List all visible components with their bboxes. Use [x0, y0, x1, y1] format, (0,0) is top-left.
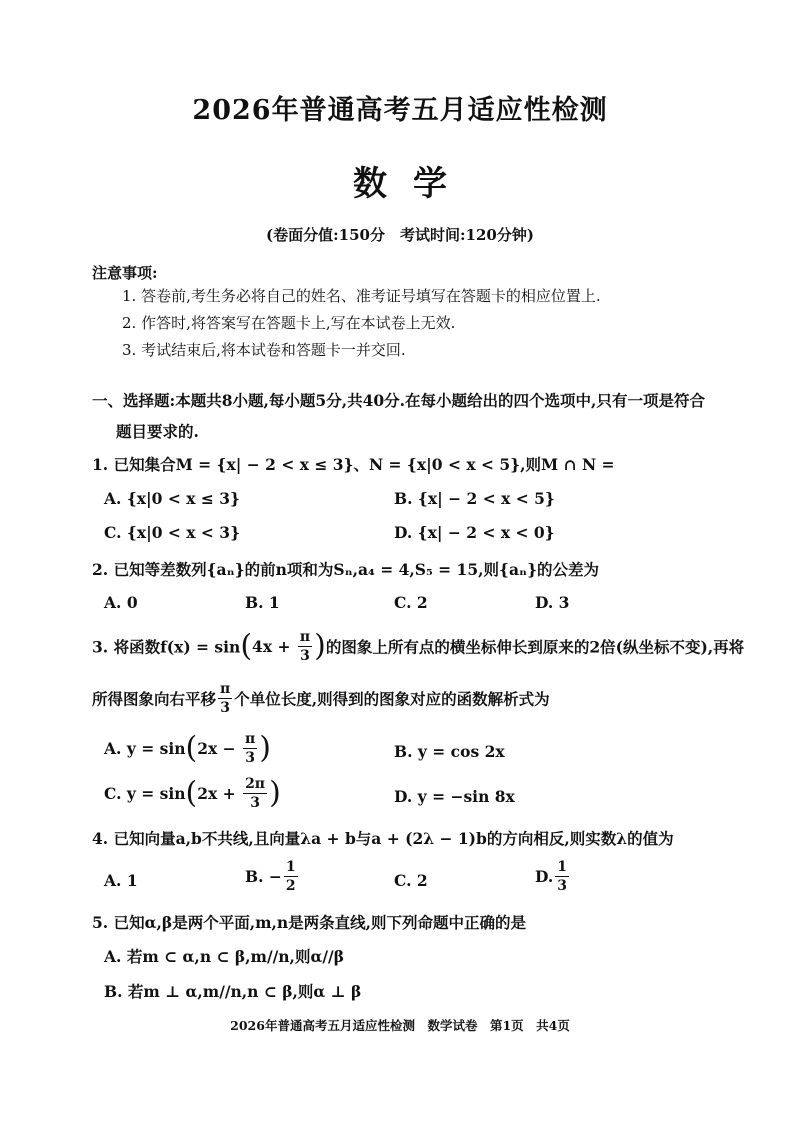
- question-1-stem: 1. 已知集合M = {x| − 2 < x ≤ 3}、N = {x|0 < x < 5},则M ∩ N =: [92, 455, 615, 474]
- q2-option-a: A. 0: [104, 593, 138, 612]
- page-footer: 2026年普通高考五月适应性检测 数学试卷 第1页 共4页: [230, 1018, 570, 1033]
- section-heading: 一、选择题:本题共8小题,每小题5分,共40分.在每小题给出的四个选项中,只有一项是符合: [92, 391, 705, 410]
- q1-option-b: B. {x| − 2 < x < 5}: [394, 489, 555, 508]
- q3-option-b: B. y = cos 2x: [394, 742, 505, 761]
- q1-option-c: C. {x|0 < x < 3}: [104, 523, 241, 542]
- q1-option-d: D. {x| − 2 < x < 0}: [394, 523, 555, 542]
- subject-title: 数学: [353, 164, 473, 204]
- note-item: 2. 作答时,将答案写在答题卡上,写在本试卷上无效.: [122, 314, 456, 332]
- note-item: 3. 考试结束后,将本试卷和答题卡一并交回.: [122, 341, 406, 359]
- question-2-stem: 2. 已知等差数列{aₙ}的前n项和为Sₙ,a₄ = 4,S₅ = 15,则{aₙ}的公差为: [92, 560, 600, 579]
- q3-option-c: C. y = sin(2x + $\frac{2\pi}{3}$ ): [104, 775, 281, 811]
- note-item: 1. 答卷前,考生务必将自己的姓名、准考证号填写在答题卡的相应位置上.: [122, 287, 601, 305]
- q3-option-d: D. y = −sin 8x: [394, 787, 515, 806]
- notes-heading: 注意事项:: [92, 264, 158, 282]
- exam-meta: (卷面分值:150分 考试时间:120分钟): [266, 226, 534, 244]
- q2-option-d: D. 3: [535, 593, 570, 612]
- q2-option-b: B. 1: [245, 593, 280, 612]
- q3-option-a: A. y = sin(2x − $\frac{\pi}{3}$ ): [104, 730, 271, 766]
- exam-title: 2026年普通高考五月适应性检测: [192, 95, 608, 126]
- q1-option-a: A. {x|0 < x ≤ 3}: [104, 489, 241, 508]
- q4-option-c: C. 2: [394, 871, 428, 890]
- question-3-line2: 所得图象向右平移 $\frac{\pi}{3}$ 个单位长度,则得到的图象对应的函数解析式为: [92, 681, 550, 716]
- q4-option-a: A. 1: [104, 871, 138, 890]
- question-3-stem: 3. 将函数f(x) = sin(4x + $\frac{\pi}{3}$ )的图象上所有点的横坐标伸长到原来的2倍(纵坐标不变),再将: [92, 628, 745, 664]
- q2-option-c: C. 2: [394, 593, 428, 612]
- q5-option-b: B. 若m ⊥ α,m//n,n ⊂ β,则α ⊥ β: [104, 982, 362, 1001]
- q4-option-d: D. $\frac{1}{3}$: [535, 859, 568, 894]
- q5-option-a: A. 若m ⊂ α,n ⊂ β,m//n,则α//β: [104, 947, 344, 966]
- q4-option-b: B. − $\frac{1}{2}$: [245, 859, 296, 894]
- question-5-stem: 5. 已知α,β是两个平面,m,n是两条直线,则下列命题中正确的是: [92, 913, 527, 932]
- question-4-stem: 4. 已知向量a,b不共线,且向量λa + b与a + (2λ − 1)b的方向相反,则实数λ的值为: [92, 829, 674, 848]
- section-heading-cont: 题目要求的.: [116, 422, 199, 441]
